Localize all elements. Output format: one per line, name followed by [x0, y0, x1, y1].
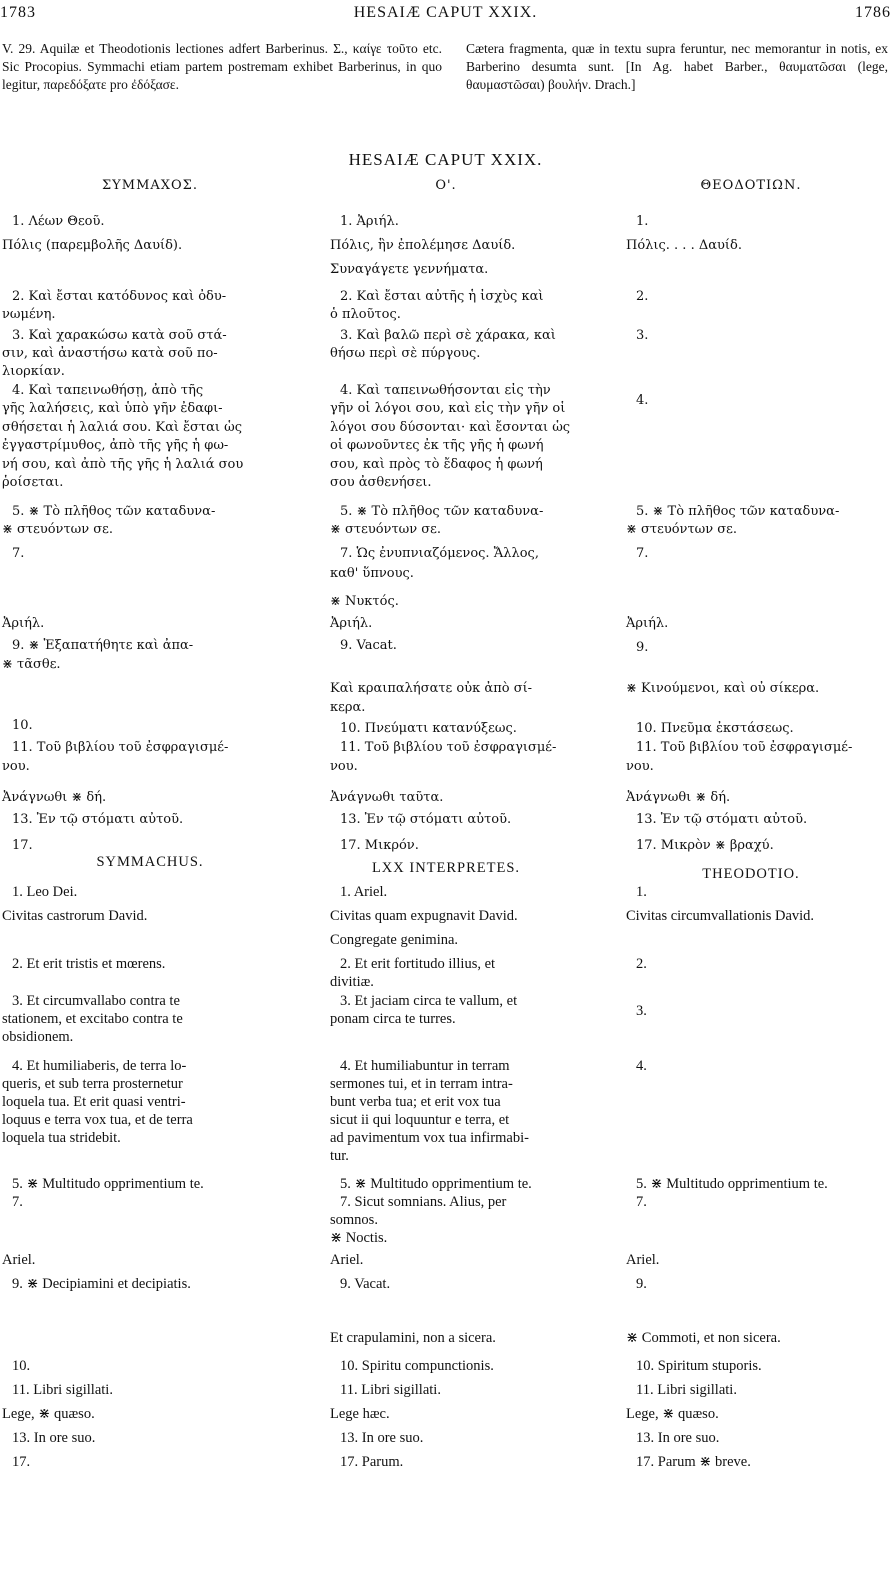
latin-col1-line: 4. Et humiliaberis, de terra lo- [12, 1058, 187, 1074]
greek-col3-line: 7. [636, 546, 649, 561]
greek-col1-line: ῥοίσεται. [2, 475, 64, 490]
greek-col1-line: Ἀριήλ. [2, 616, 45, 631]
greek-col3-line: ⋇ Κινούμενοι, καὶ οὐ σίκερα. [626, 681, 820, 696]
greek-col3-line: ⋇ στευόντων σε. [626, 522, 738, 537]
latin-col1-line: queris, et sub terra prosternetur [2, 1076, 183, 1092]
latin-col2-line: 13. In ore suo. [340, 1430, 424, 1446]
latin-col2-line: somnos. [330, 1212, 378, 1228]
greek-col3-line: 17. Μικρὸν ⋇ βραχύ. [636, 838, 774, 853]
greek-col3-line: Πόλις. . . . Δαυίδ. [626, 238, 742, 253]
greek-col2-line: 2. Καὶ ἔσται αὐτῆς ἡ ἰσχὺς καὶ [340, 289, 544, 304]
greek-col3-line: 3. [636, 328, 649, 343]
greek-col2-line: 7. Ὡς ἐνυπνιαζόμενος. Ἄλλος, [340, 546, 539, 561]
greek-col2-line: ⋇ στευόντων σε. [330, 522, 442, 537]
latin-col1-line: loquela tua stridebit. [2, 1130, 121, 1146]
greek-col2-line: Καὶ κραιπαλήσατε οὐκ ἀπὸ σί- [330, 681, 533, 696]
greek-col1-line: 9. ⋇ Ἐξαπατήθητε καὶ ἀπα- [12, 638, 194, 653]
latin-col3-line: 10. Spiritum stuporis. [636, 1358, 762, 1374]
greek-col2-line: 13. Ἐν τῷ στόματι αὐτοῦ. [340, 812, 512, 827]
greek-col1-line: Ἀνάγνωθι ⋇ δή. [2, 790, 107, 805]
greek-col2-line: ὁ πλοῦτος. [330, 307, 401, 322]
greek-col1-line: ⋇ τᾶσθε. [2, 657, 61, 672]
greek-col2-line: 3. Καὶ βαλῶ περὶ σὲ χάρακα, καὶ [340, 328, 556, 343]
greek-col3-line: 10. Πνεῦμα ἐκστάσεως. [636, 721, 794, 736]
greek-col3-line: 2. [636, 289, 649, 304]
latin-col2-line: Lege hæc. [330, 1406, 390, 1422]
latin-col3-line: 3. [636, 1003, 647, 1019]
latin-col2-line: 3. Et jaciam circa te vallum, et [340, 993, 518, 1009]
footnote-right: Cætera fragmenta, quæ in textu supra feruntur, nec memorantur in notis, ex Barberino desumta sunt. [In Ag. habet Barber., θαυματῶσαι (lege, θαυμαστῶσαι) βουλήν. Drach.] [466, 41, 888, 92]
latin-col3-line: Ariel. [626, 1252, 660, 1268]
greek-col3-line: 4. [636, 393, 649, 408]
greek-col3-line: 1. [636, 214, 649, 229]
latin-col3-line: 1. [636, 884, 647, 900]
latin-col3-line: Lege, ⋇ quæso. [626, 1406, 719, 1422]
latin-col2-line: 10. Spiritu compunctionis. [340, 1358, 494, 1374]
latin-col3-line: 11. Libri sigillati. [636, 1382, 737, 1398]
greek-col2-line: θήσω περὶ σὲ πύργους. [330, 346, 481, 361]
greek-col2-line: σου ἀσθενήσει. [330, 475, 432, 490]
latin-col2-line: Civitas quam expugnavit David. [330, 908, 518, 924]
latin-col2-line: 17. Parum. [340, 1454, 404, 1470]
latin-col1-line: Civitas castrorum David. [2, 908, 148, 924]
greek-col2-line: Ἀριήλ. [330, 616, 373, 631]
greek-col2-line: 17. Μικρόν. [340, 838, 419, 853]
latin-col2-line: 9. Vacat. [340, 1276, 391, 1292]
greek-col2-line: σου, καὶ πρὸς τὸ ἔδαφος ἡ φωνή [330, 457, 543, 472]
greek-col2-line: οἱ φωνοῦντες ἐκ τῆς γῆς ἡ φωνή [330, 438, 544, 453]
latin-col2-line: sermones tui, et in terram intra- [330, 1076, 513, 1092]
greek-col1-line: 7. [12, 546, 25, 561]
greek-col1-line: γῆς λαλήσεις, καὶ ὑπὸ γῆν ἐδαφι- [2, 401, 223, 416]
latin-col3-line: ⋇ Commoti, et non sicera. [626, 1330, 781, 1346]
greek-col2-line: Συναγάγετε γεννήματα. [330, 262, 489, 277]
latin-col1-line: obsidionem. [2, 1029, 74, 1045]
greek-col1-line: νου. [2, 759, 30, 774]
latin-col2-line: tur. [330, 1148, 349, 1164]
latin-col1-line: loquus e terra vox tua, et de terra [2, 1112, 193, 1128]
latin-col2-line: Et crapulamini, non a sicera. [330, 1330, 496, 1346]
greek-col2-line: κερα. [330, 700, 366, 715]
greek-col3-line: νου. [626, 759, 654, 774]
greek-col1-line: Πόλις (παρεμβολῆς Δαυίδ). [2, 238, 183, 253]
greek-col1-line: νωμένη. [2, 307, 56, 322]
greek-col2-line: λόγοι σου δύσονται· καὶ ἔσονται ὡς [330, 420, 571, 435]
greek-col3-line: Ἀνάγνωθι ⋇ δή. [626, 790, 731, 805]
greek-col1-line: σθήσεται ἡ λαλιά σου. Καὶ ἔσται ὡς [2, 420, 243, 435]
greek-col1-line: 1. Λέων Θεοῦ. [12, 214, 105, 229]
latin-col3-line: Civitas circumvallationis David. [626, 908, 815, 924]
right-page-number: 1786 [855, 4, 891, 21]
greek-col3-line: 11. Τοῦ βιβλίου τοῦ ἐσφραγισμέ- [636, 740, 853, 755]
latin-col1-line: 2. Et erit tristis et mœrens. [12, 956, 166, 972]
running-title: HESAIÆ CAPUT XXIX. [353, 4, 538, 21]
greek-col2-line: Ἀνάγνωθι ταῦτα. [330, 790, 444, 805]
latin-col1-line: 13. In ore suo. [12, 1430, 96, 1446]
footnote-left: V. 29. Aquilæ et Theodotionis lectiones adfert Barberinus. Σ., καίγε τοῦτο etc. Sic Procopius. Symmachi etiam partem postremam exhibet Barberinus, in quo legitur, παρεδόξατε pro ἐδόξασε. [2, 41, 442, 92]
latin-col3-line: 13. In ore suo. [636, 1430, 720, 1446]
greek-col2-line: Πόλις, ἣν ἐπολέμησε Δαυίδ. [330, 238, 516, 253]
greek-col2-line: γῆν οἱ λόγοι σου, καὶ εἰς τὴν γῆν οἱ [330, 401, 566, 416]
latin-col1-line: 1. Leo Dei. [12, 884, 78, 900]
column-header-lxx-greek: Ο'. [435, 178, 457, 193]
latin-col3-line: 4. [636, 1058, 647, 1074]
greek-col1-line: 17. [12, 838, 33, 853]
column-header-lxx-latin: LXX INTERPRETES. [371, 860, 521, 876]
greek-col2-line: 5. ⋇ Τὸ πλῆθος τῶν καταδυνα- [340, 504, 544, 519]
greek-col2-line: καθ' ὕπνους. [330, 566, 414, 581]
greek-col3-line: 9. [636, 640, 649, 655]
greek-col2-line: ⋇ Νυκτός. [330, 594, 399, 609]
latin-col2-line: 4. Et humiliabuntur in terram [340, 1058, 510, 1074]
latin-col2-line: 7. Sicut somnians. Alius, per [340, 1194, 507, 1210]
column-header-symmachus-greek: ΣΥΜΜΑΧΟΣ. [101, 178, 199, 193]
greek-col1-line: νή σου, καὶ ἀπὸ τῆς γῆς ἡ λαλιά σου [2, 457, 244, 472]
greek-col1-line: 13. Ἐν τῷ στόματι αὐτοῦ. [12, 812, 184, 827]
latin-col2-line: ponam circa te turres. [330, 1011, 456, 1027]
latin-col1-line: 10. [12, 1358, 31, 1374]
latin-col1-line: 3. Et circumvallabo contra te [12, 993, 180, 1009]
greek-col2-line: 11. Τοῦ βιβλίου τοῦ ἐσφραγισμέ- [340, 740, 557, 755]
latin-col2-line: 5. ⋇ Multitudo opprimentium te. [340, 1176, 532, 1192]
column-header-theodotion-greek: ΘΕΟΔΟΤΙΩΝ. [700, 178, 802, 193]
latin-col3-line: 9. [636, 1276, 647, 1292]
latin-col1-line: 9. ⋇ Decipiamini et decipiatis. [12, 1276, 191, 1292]
latin-col1-line: 5. ⋇ Multitudo opprimentium te. [12, 1176, 204, 1192]
greek-col1-line: 5. ⋇ Τὸ πλῆθος τῶν καταδυνα- [12, 504, 216, 519]
greek-col1-line: 4. Καὶ ταπεινωθήσῃ, ἀπὸ τῆς [12, 383, 204, 398]
latin-col2-line: 2. Et erit fortitudo illius, et [340, 956, 496, 972]
greek-col1-line: 11. Τοῦ βιβλίου τοῦ ἐσφραγισμέ- [12, 740, 229, 755]
greek-col2-line: νου. [330, 759, 358, 774]
chapter-title: HESAIÆ CAPUT XXIX. [348, 150, 543, 169]
greek-col1-line: σιν, καὶ ἀναστήσω κατὰ σοῦ πο- [2, 346, 218, 361]
greek-col3-line: 5. ⋇ Τὸ πλῆθος τῶν καταδυνα- [636, 504, 840, 519]
greek-col1-line: 2. Καὶ ἔσται κατόδυνος καὶ ὀδυ- [12, 289, 227, 304]
latin-col3-line: 5. ⋇ Multitudo opprimentium te. [636, 1176, 828, 1192]
greek-col3-line: Ἀριήλ. [626, 616, 669, 631]
latin-col1-line: stationem, et excitabo contra te [2, 1011, 183, 1027]
column-header-theodotion-latin: THEODOTIO. [702, 866, 800, 882]
latin-col2-line: ⋇ Noctis. [330, 1230, 388, 1246]
greek-col3-line: 13. Ἐν τῷ στόματι αὐτοῦ. [636, 812, 808, 827]
latin-col3-line: 2. [636, 956, 647, 972]
latin-col2-line: Congregate genimina. [330, 932, 459, 948]
latin-col2-line: 11. Libri sigillati. [340, 1382, 441, 1398]
greek-col2-line: 9. Vacat. [340, 638, 397, 653]
latin-col2-line: Ariel. [330, 1252, 364, 1268]
greek-col1-line: ⋇ στευόντων σε. [2, 522, 114, 537]
latin-col1-line: Ariel. [2, 1252, 36, 1268]
running-header [0, 4, 891, 26]
latin-col1-line: 17. [12, 1454, 31, 1470]
latin-col2-line: 1. Ariel. [340, 884, 388, 900]
latin-col3-line: 7. [636, 1194, 647, 1210]
greek-col2-line: 1. Ἀριήλ. [340, 214, 399, 229]
greek-col2-line: 4. Καὶ ταπεινωθήσονται εἰς τὴν [340, 383, 551, 398]
latin-col2-line: ad pavimentum vox tua infirmabi- [330, 1130, 529, 1146]
latin-col1-line: 11. Libri sigillati. [12, 1382, 113, 1398]
latin-col3-line: 17. Parum ⋇ breve. [636, 1454, 751, 1470]
latin-col2-line: sicut ii qui loquuntur e terra, et [330, 1112, 510, 1128]
column-header-symmachus-latin: SYMMACHUS. [96, 854, 204, 870]
greek-col2-line: 10. Πνεύματι κατανύξεως. [340, 721, 517, 736]
latin-col1-line: loquela tua. Et erit quasi ventri- [2, 1094, 186, 1110]
latin-col1-line: 7. [12, 1194, 23, 1210]
greek-col1-line: 10. [12, 718, 33, 733]
latin-col2-line: divitiæ. [330, 974, 374, 990]
greek-col1-line: 3. Καὶ χαρακώσω κατὰ σοῦ στά- [12, 328, 227, 343]
latin-col2-line: bunt verba tua; et erit vox tua [330, 1094, 501, 1110]
greek-col1-line: ἐγγαστρίμυθος, ἀπὸ τῆς γῆς ἡ φω- [2, 438, 229, 453]
greek-col1-line: λιορκίαν. [2, 364, 65, 379]
left-page-number: 1783 [0, 4, 36, 21]
latin-col1-line: Lege, ⋇ quæso. [2, 1406, 95, 1422]
